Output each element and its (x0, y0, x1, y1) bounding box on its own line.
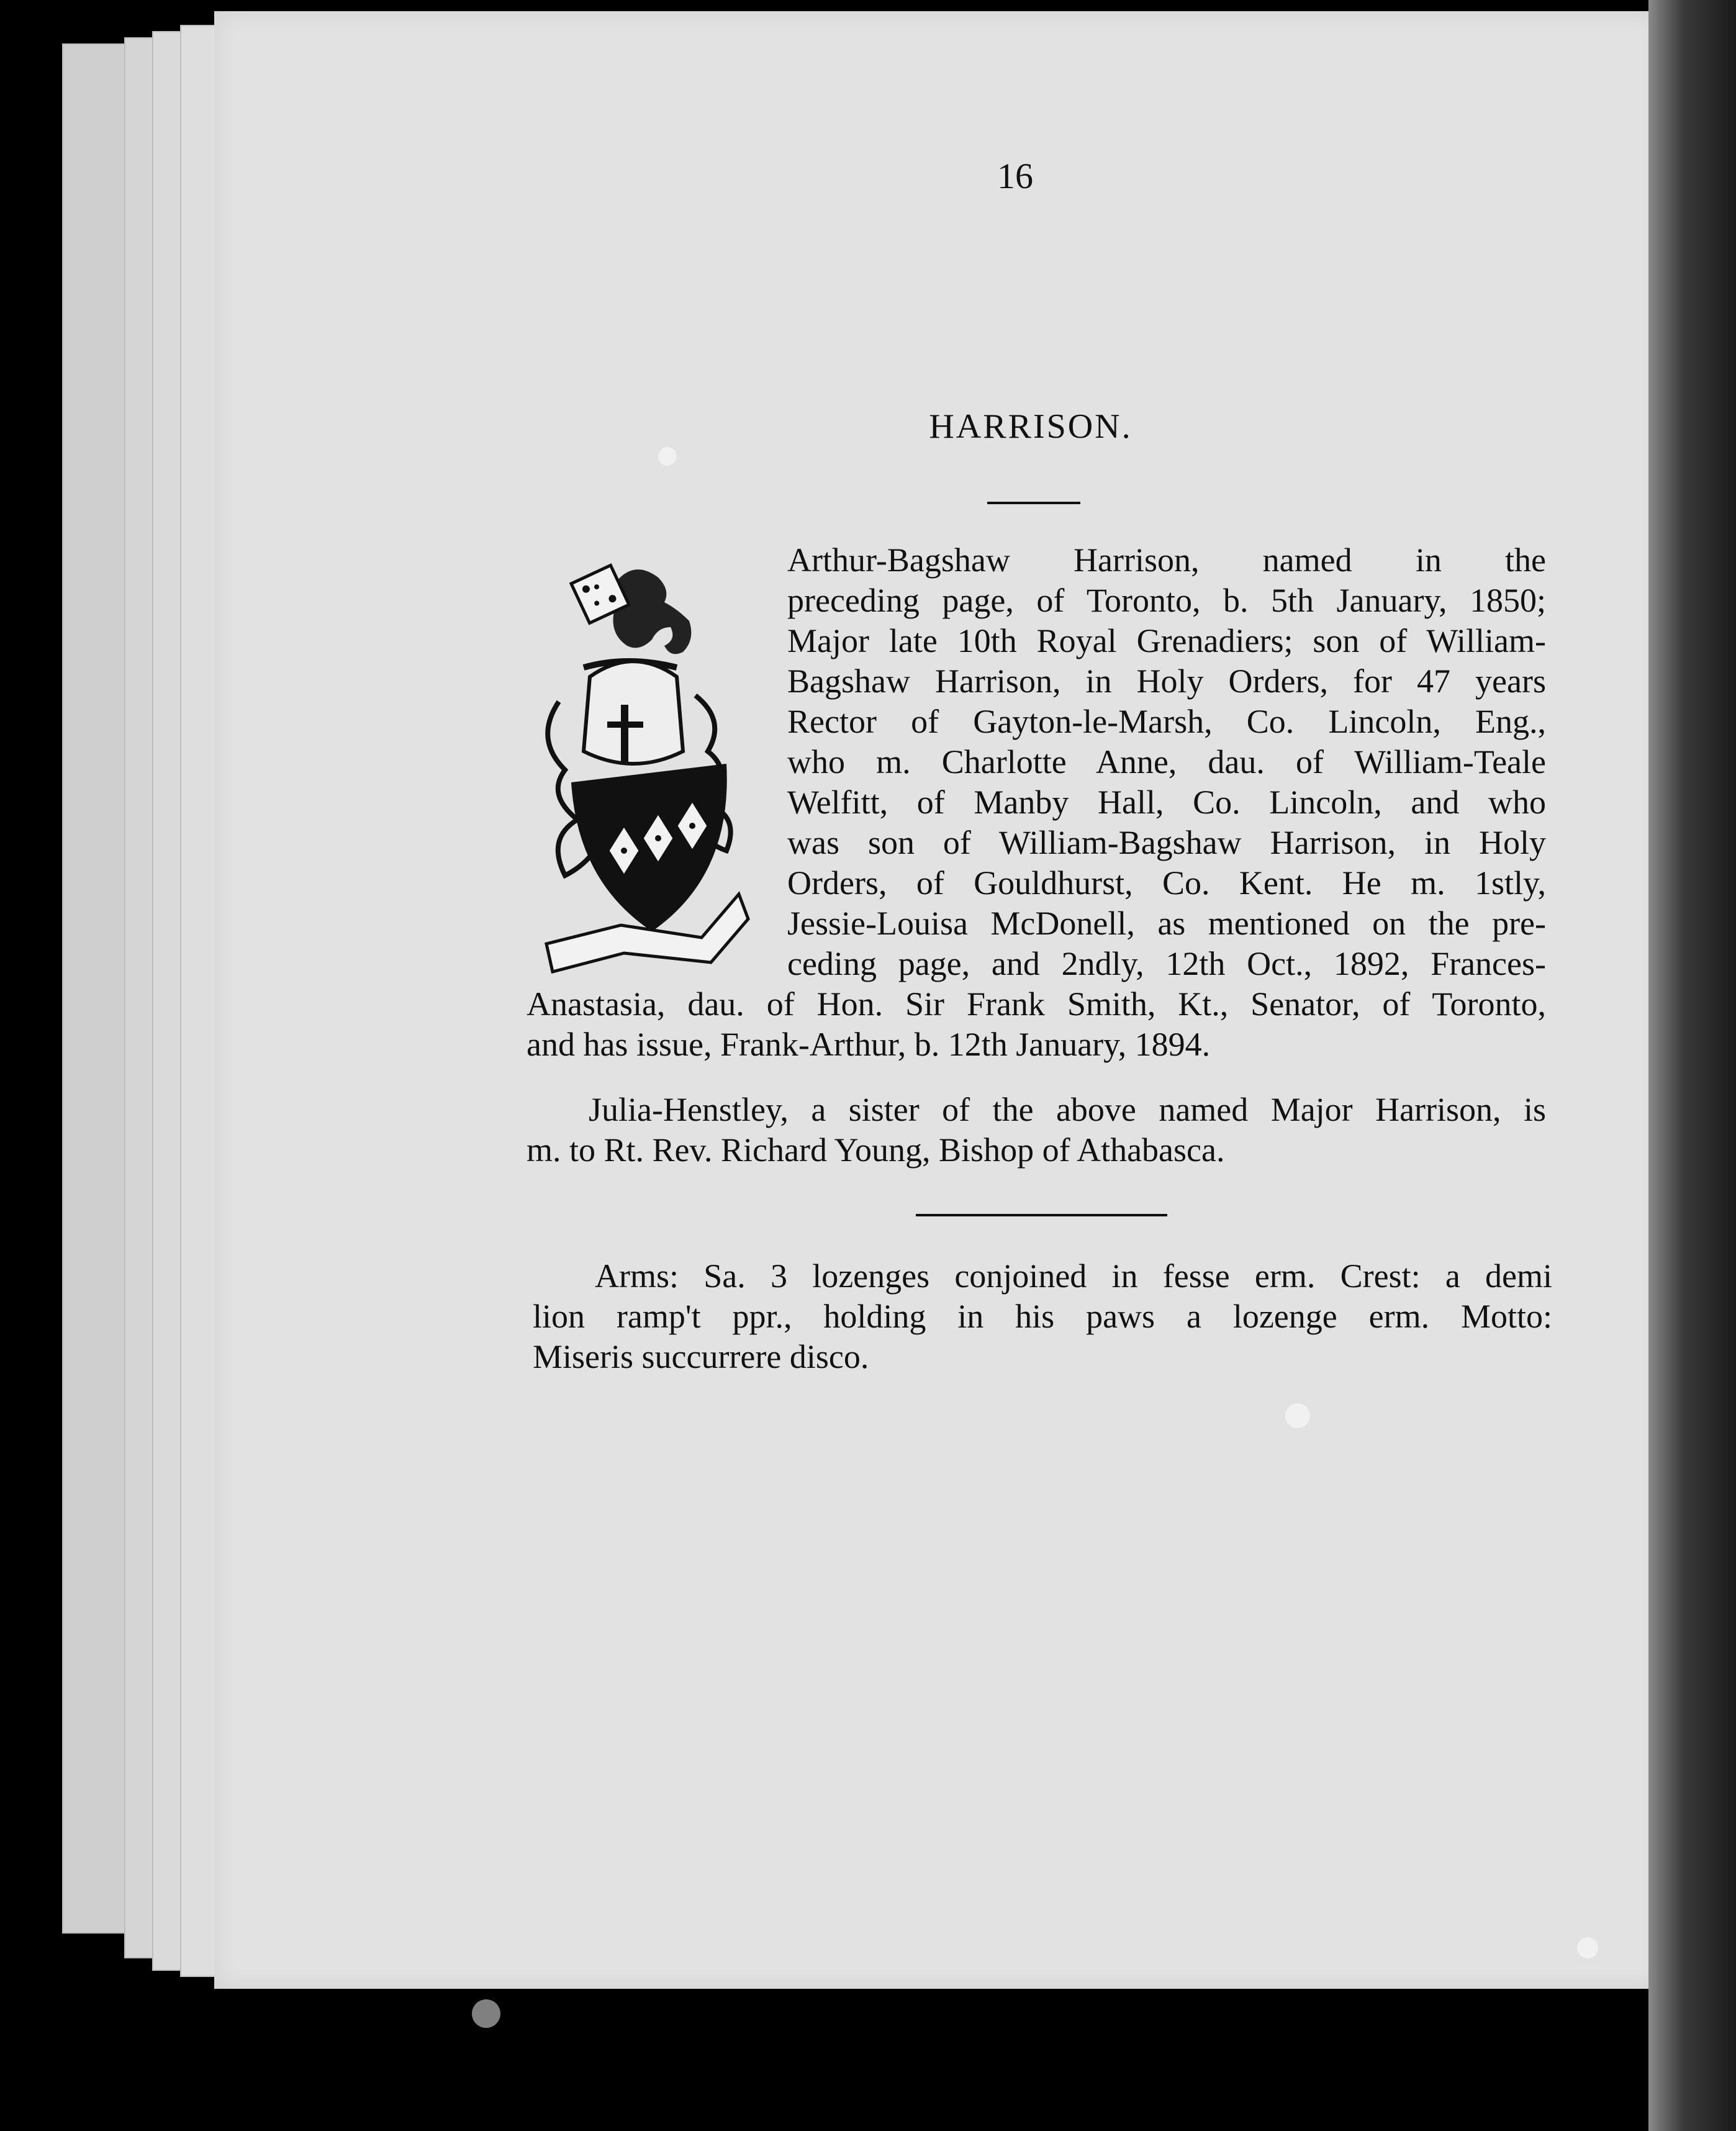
page-heading: HARRISON. (929, 407, 1132, 446)
section-rule (916, 1214, 1167, 1216)
text-line: m. to Rt. Rev. Richard Young, Bishop of Athabasca. (527, 1131, 1225, 1169)
text-line: Anastasia, dau. of Hon. Sir Frank Smith, Kt., Senator, of Toronto, (527, 985, 1546, 1023)
coat-of-arms-image (522, 559, 751, 981)
text-line: Orders, of Gouldhurst, Co. Kent. He m. 1stly, (787, 864, 1546, 902)
dust-speck (1285, 1403, 1310, 1428)
text-line: lion ramp't ppr., holding in his paws a lozenge erm. Motto: (533, 1298, 1552, 1335)
text-line: Arthur-Bagshaw Harrison, named in the (787, 541, 1546, 579)
text-line: preceding page, of Toronto, b. 5th January, 1850; (787, 582, 1546, 619)
main-paragraph-continuation (527, 984, 1546, 1065)
text-line: Major late 10th Royal Grenadiers; son of William- (787, 622, 1546, 659)
text-line: Jessie-Louisa McDonell, as mentioned on the pre- (787, 905, 1546, 942)
arms-paragraph (533, 1256, 1552, 1377)
text-line: was son of William-Bagshaw Harrison, in Holy (787, 824, 1546, 861)
dust-speck (472, 1999, 500, 2028)
text-line: Arms: Sa. 3 lozenges conjoined in fesse erm. Crest: a demi (595, 1257, 1552, 1295)
main-paragraph (787, 540, 1546, 984)
text-line: Bagshaw Harrison, in Holy Orders, for 47 years (787, 663, 1546, 700)
text-line: Welfitt, of Manby Hall, Co. Lincoln, and who (787, 784, 1546, 821)
text-line: Julia-Henstley, a sister of the above named Major Harrison, is (589, 1091, 1546, 1128)
text-line: ceding page, and 2ndly, 12th Oct., 1892, Frances- (787, 945, 1546, 982)
heading-rule (987, 502, 1080, 504)
julia-paragraph (527, 1090, 1546, 1170)
dust-speck (658, 447, 677, 466)
book-gutter-shadow (1648, 0, 1736, 2131)
text-line: who m. Charlotte Anne, dau. of William-Teale (787, 743, 1546, 780)
text-line: Rector of Gayton-le-Marsh, Co. Lincoln, Eng., (787, 703, 1546, 740)
text-line: Miseris succurrere disco. (533, 1338, 869, 1375)
dust-speck (1577, 1937, 1598, 1958)
page-number: 16 (997, 156, 1033, 196)
text-line: and has issue, Frank-Arthur, b. 12th January, 1894. (527, 1026, 1211, 1063)
